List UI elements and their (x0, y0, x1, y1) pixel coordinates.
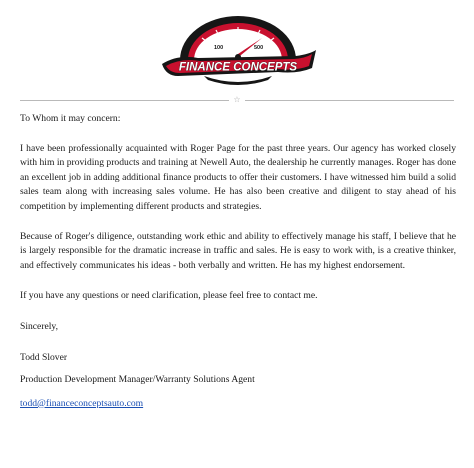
closing: Sincerely, (20, 320, 59, 332)
star-icon: ☆ (233, 95, 241, 104)
paragraph-contact: If you have any questions or need clarification, please feel free to contact me. (20, 290, 318, 302)
finance-concepts-logo (158, 8, 318, 90)
paragraph-endorsement: Because of Roger's diligence, outstanding work ethic and ability to effectively manage his staff, I believe that he is largely responsible for the dramatic increase in traffic and sales. He is easy to work with, is a creative thinker, and effectively communicates his ideas - both verbally and written. He has my highest endorsement. (20, 230, 456, 271)
letterhead (0, 0, 474, 104)
salutation: To Whom it may concern: (20, 113, 121, 124)
signer-title: Production Development Manager/Warranty Solutions Agent (20, 374, 255, 386)
letter-body (20, 112, 456, 411)
gauge-label-right: 500 (254, 45, 264, 51)
logo-brand-text: FINANCE CONCEPTS (178, 61, 298, 74)
letterhead-divider (20, 97, 454, 105)
signer-name: Todd Slover (20, 351, 68, 363)
signer-email-link[interactable]: todd@financeconceptsauto.com (20, 397, 144, 409)
divider-line-left (20, 100, 229, 101)
divider-line-right (245, 100, 454, 101)
gauge-label-left: 100 (214, 45, 224, 51)
paragraph-introduction: I have been professionally acquainted with Roger Page for the past three years. Our agency has worked closely with him in providing products and training at Newell Auto, the dealership he currently manages. Roger has done an excellent job in adding additional finance products to offer their customers. I have witnessed him build a solid sales team along with increasing sales volume. He has also been creative and diligent to stay ahead of his competition by implementing different products and strategies. (20, 142, 456, 212)
